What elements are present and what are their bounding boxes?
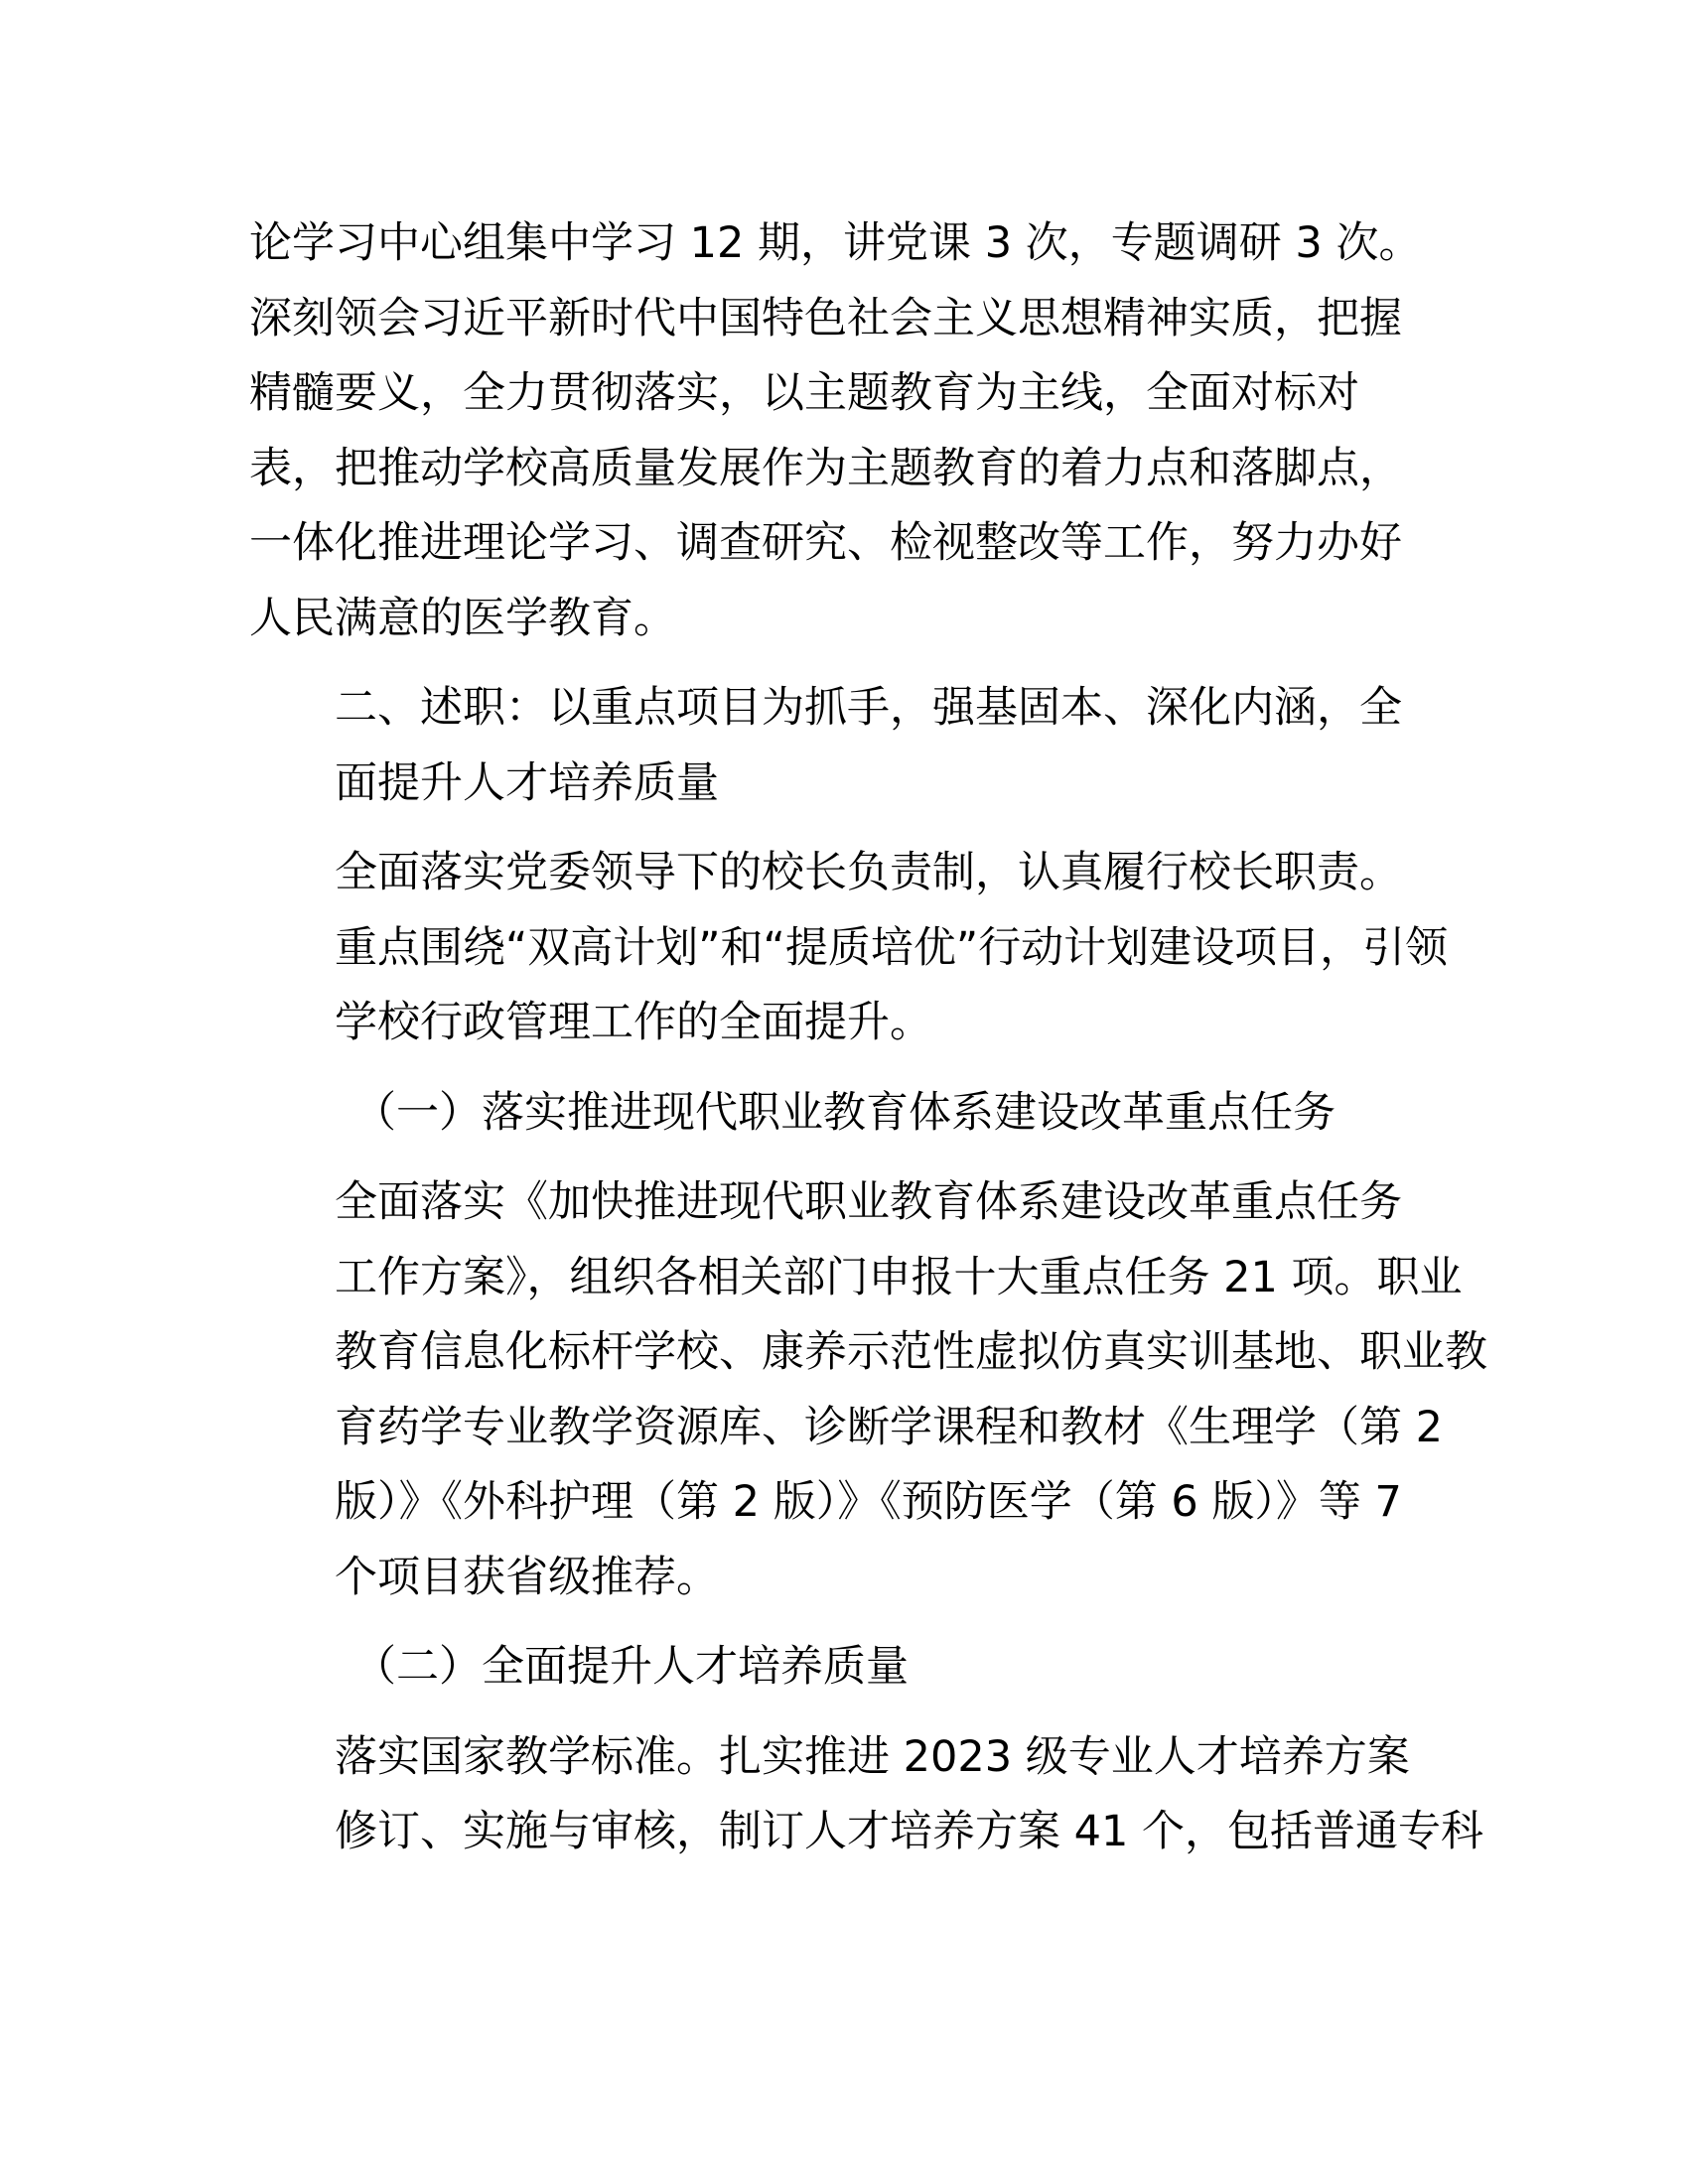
text-line: 精髓要义，全力贯彻落实，以主题教育为主线，全面对标对 xyxy=(249,368,1359,418)
paragraph-theory-study xyxy=(249,206,1437,656)
section-heading xyxy=(249,671,1437,821)
text-line: 个项目获省级推荐。 xyxy=(335,1552,719,1602)
text-line: （二）全面提升人才培养质量 xyxy=(353,1642,909,1692)
text-line: 版）》《外科护理（第 2 版）》《预防医学（第 6 版）》等 7 xyxy=(335,1477,1402,1527)
text-line: 育药学专业教学资源库、诊断学课程和教材《生理学（第 2 xyxy=(335,1402,1444,1452)
text-line: 重点围绕“双高计划”和“提质培优”行动计划建设项目，引领 xyxy=(335,922,1449,973)
text-line: 全面落实《加快推进现代职业教育体系建设改革重点任务 xyxy=(335,1177,1402,1227)
text-line: 修订、实施与审核，制订人才培养方案 41 个，包括普通专科 xyxy=(335,1807,1484,1856)
sub-heading-two xyxy=(249,1630,1437,1706)
document-body xyxy=(249,206,1487,1885)
text-line: 一体化推进理论学习、调查研究、检视整改等工作，努力办好 xyxy=(249,518,1402,568)
sub-heading-one xyxy=(249,1076,1437,1152)
text-line: 表，把推动学校高质量发展作为主题教育的着力点和落脚点， xyxy=(249,443,1402,493)
text-line: 落实国家教学标准。扎实推进 2023 级专业人才培养方案 xyxy=(335,1731,1410,1782)
text-line: 教育信息化标杆学校、康养示范性虚拟仿真实训基地、职业教 xyxy=(335,1327,1487,1377)
paragraph-key-tasks xyxy=(249,1165,1487,1615)
paragraph-president-duties xyxy=(249,836,1449,1061)
text-line: 二、述职：以重点项目为抓手，强基固本、深化内涵，全 xyxy=(335,683,1402,733)
paragraph-teaching-standards xyxy=(249,1720,1484,1870)
text-line: 人民满意的医学教育。 xyxy=(249,593,676,643)
text-line: 全面落实党委领导下的校长负责制，认真履行校长职责。 xyxy=(335,848,1402,897)
text-line: 学校行政管理工作的全面提升。 xyxy=(335,998,932,1047)
text-line: （一）落实推进现代职业教育体系建设改革重点任务 xyxy=(353,1087,1336,1138)
text-line: 论学习中心组集中学习 12 期，讲党课 3 次，专题调研 3 次。 xyxy=(249,218,1422,268)
text-line: 面提升人才培养质量 xyxy=(335,757,719,808)
text-line: 深刻领会习近平新时代中国特色社会主义思想精神实质，把握 xyxy=(249,293,1402,343)
text-line: 工作方案》，组织各相关部门申报十大重点任务 21 项。职业 xyxy=(335,1252,1463,1302)
